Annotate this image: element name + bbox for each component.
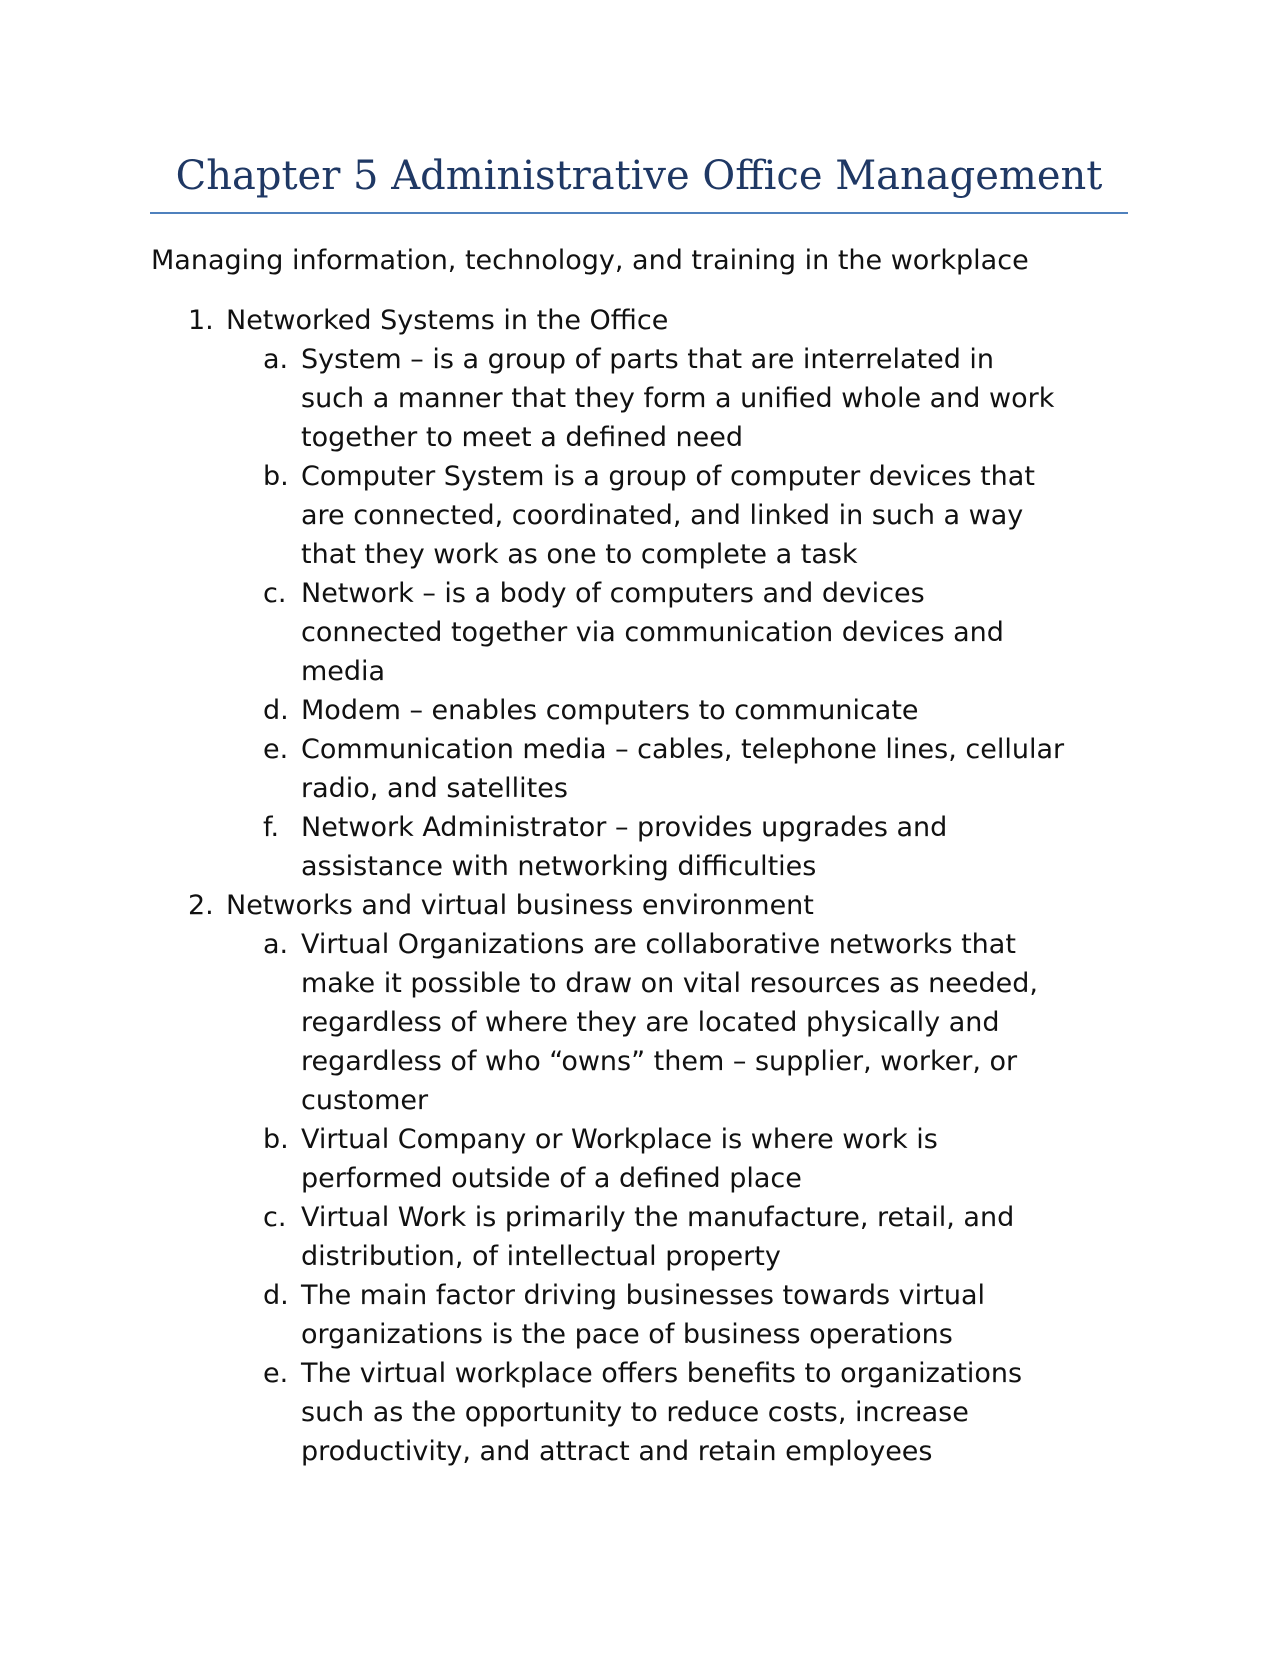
section-number: 2. (188, 890, 214, 921)
list-item-line: customer (301, 1085, 429, 1116)
list-item (0, 808, 1129, 886)
list-item-line: are connected, coordinated, and linked in such a way (301, 500, 1024, 531)
list-item-line: that they work as one to complete a task (301, 539, 858, 570)
title-underline (150, 212, 1128, 214)
list-item-line: Virtual Organizations are collaborative networks that (301, 929, 1016, 960)
document-subtitle: Managing information, technology, and training in the workplace (151, 245, 1029, 276)
list-item-line: regardless of who “owns” them – supplier, worker, or (301, 1046, 1018, 1077)
list-item-marker: f. (263, 812, 280, 843)
list-item-marker: d. (263, 1280, 289, 1311)
list-item-line: media (301, 656, 386, 687)
list-item (0, 574, 1129, 691)
list-item (0, 1198, 1129, 1276)
list-item-marker: a. (263, 344, 289, 375)
list-item (0, 691, 1129, 730)
list-item (0, 340, 1129, 457)
list-item-line: System – is a group of parts that are interrelated in (301, 344, 995, 375)
list-item-line: Virtual Work is primarily the manufacture, retail, and (301, 1202, 1015, 1233)
outline-section (0, 886, 1280, 1471)
list-item (0, 1120, 1129, 1198)
list-item-line: distribution, of intellectual property (301, 1241, 781, 1272)
list-item-line: connected together via communication devices and (301, 617, 1004, 648)
list-item-marker: e. (263, 1358, 289, 1389)
list-item-marker: e. (263, 734, 289, 765)
list-item-line: Computer System is a group of computer devices that (301, 461, 1035, 492)
page-title: Chapter 5 Administrative Office Management (175, 153, 1103, 199)
section-number: 1. (188, 305, 214, 336)
list-item-line: Virtual Company or Workplace is where work is (301, 1124, 938, 1155)
list-item-marker: a. (263, 929, 289, 960)
section-heading-text: Networked Systems in the Office (226, 305, 669, 336)
list-item (0, 1276, 1129, 1354)
list-item-line: Network – is a body of computers and devices (301, 578, 925, 609)
outline-list (0, 301, 1280, 1471)
list-item-line: Modem – enables computers to communicate (301, 695, 919, 726)
list-item-line: together to meet a defined need (301, 422, 744, 453)
list-item-line: performed outside of a defined place (301, 1163, 802, 1194)
list-item-line: organizations is the pace of business operations (301, 1319, 953, 1350)
list-item (0, 925, 1129, 1120)
list-item-marker: b. (263, 461, 289, 492)
list-item-marker: c. (263, 578, 287, 609)
list-item (0, 730, 1129, 808)
list-item (0, 457, 1129, 574)
list-item-line: make it possible to draw on vital resources as needed, (301, 968, 1038, 999)
list-item-line: Communication media – cables, telephone lines, cellular (301, 734, 1065, 765)
section-heading (0, 886, 1280, 925)
section-heading-text: Networks and virtual business environment (226, 890, 814, 921)
list-item-line: productivity, and attract and retain employees (301, 1436, 933, 1467)
list-item-line: assistance with networking difficulties (301, 851, 817, 882)
section-heading (0, 301, 1280, 340)
list-item-line: radio, and satellites (301, 773, 568, 804)
list-item-line: regardless of where they are located physically and (301, 1007, 1000, 1038)
list-item-marker: b. (263, 1124, 289, 1155)
list-item (0, 1354, 1129, 1471)
list-item-line: The virtual workplace offers benefits to organizations (301, 1358, 1023, 1389)
list-item-line: such a manner that they form a unified whole and work (301, 383, 1055, 414)
list-item-marker: c. (263, 1202, 287, 1233)
list-item-line: Network Administrator – provides upgrades and (301, 812, 948, 843)
list-item-marker: d. (263, 695, 289, 726)
list-item-line: such as the opportunity to reduce costs, increase (301, 1397, 969, 1428)
list-item-line: The main factor driving businesses towards virtual (301, 1280, 985, 1311)
outline-section (0, 301, 1280, 886)
